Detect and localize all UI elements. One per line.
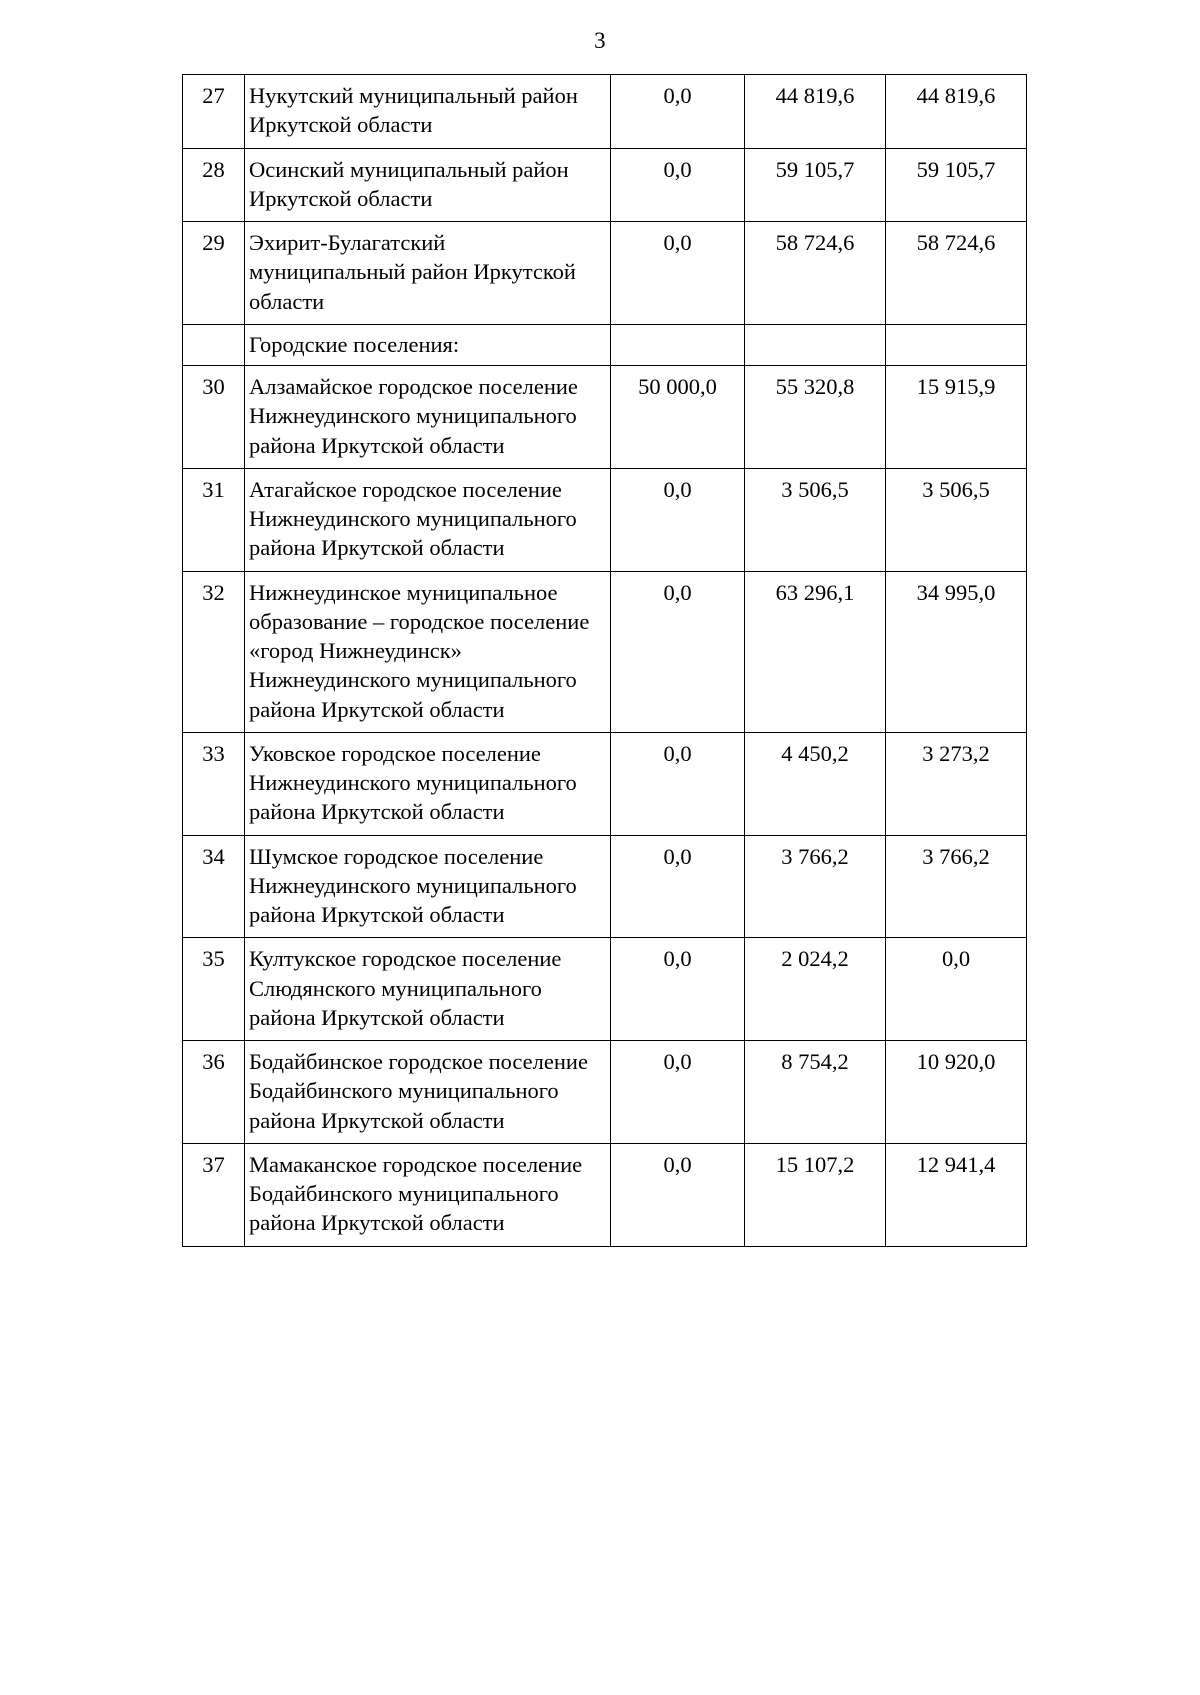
row-title: Эхирит-Булагатский муниципальный район Иркутской области	[245, 222, 611, 325]
row-number: 27	[183, 75, 245, 149]
row-value-2: 8 754,2	[745, 1041, 886, 1144]
row-number: 37	[183, 1143, 245, 1246]
table-row	[183, 1143, 1027, 1246]
table-row	[183, 148, 1027, 222]
row-title: Осинский муниципальный район Иркутской области	[245, 148, 611, 222]
row-title: Атагайское городское поселение Нижнеудинского муниципального района Иркутской области	[245, 468, 611, 571]
row-value-2: 4 450,2	[745, 732, 886, 835]
table-row	[183, 835, 1027, 938]
row-value-3: 12 941,4	[886, 1143, 1027, 1246]
row-value-2: 3 506,5	[745, 468, 886, 571]
page-number: 3	[594, 28, 606, 53]
table-row	[183, 468, 1027, 571]
row-value-1: 0,0	[611, 75, 745, 149]
table-row	[183, 366, 1027, 469]
row-value-3: 3 506,5	[886, 468, 1027, 571]
table-row	[183, 75, 1027, 149]
budget-table	[182, 74, 1027, 1247]
row-value-1: 0,0	[611, 1041, 745, 1144]
row-value-3: 15 915,9	[886, 366, 1027, 469]
row-number: 31	[183, 468, 245, 571]
row-value-3: 34 995,0	[886, 571, 1027, 732]
row-value-2	[745, 324, 886, 365]
row-value-3: 10 920,0	[886, 1041, 1027, 1144]
row-title: Алзамайское городское поселение Нижнеудинского муниципального района Иркутской области	[245, 366, 611, 469]
row-title: Мамаканское городское поселение Бодайбинского муниципального района Иркутской области	[245, 1143, 611, 1246]
row-value-2: 3 766,2	[745, 835, 886, 938]
row-value-1: 0,0	[611, 468, 745, 571]
row-number: 35	[183, 938, 245, 1041]
row-value-3: 3 766,2	[886, 835, 1027, 938]
row-number	[183, 324, 245, 365]
row-number: 34	[183, 835, 245, 938]
row-value-1: 0,0	[611, 148, 745, 222]
table-row	[183, 1041, 1027, 1144]
row-value-2: 15 107,2	[745, 1143, 886, 1246]
table-row	[183, 222, 1027, 325]
row-value-1: 0,0	[611, 571, 745, 732]
table-row	[183, 571, 1027, 732]
row-value-3: 3 273,2	[886, 732, 1027, 835]
row-number: 36	[183, 1041, 245, 1144]
row-title: Нижнеудинское муниципальное образование – городское поселение «город Нижнеудинск» Нижнеудинского муниципального района Иркутской области	[245, 571, 611, 732]
row-title: Уковское городское поселение Нижнеудинского муниципального района Иркутской области	[245, 732, 611, 835]
row-value-2: 2 024,2	[745, 938, 886, 1041]
row-value-1: 0,0	[611, 222, 745, 325]
row-value-3	[886, 324, 1027, 365]
row-value-2: 58 724,6	[745, 222, 886, 325]
budget-table-body	[183, 75, 1027, 1247]
row-title: Култукское городское поселение Слюдянского муниципального района Иркутской области	[245, 938, 611, 1041]
table-group-row	[183, 324, 1027, 365]
row-value-2: 63 296,1	[745, 571, 886, 732]
row-value-1: 0,0	[611, 835, 745, 938]
row-number: 28	[183, 148, 245, 222]
row-value-3: 58 724,6	[886, 222, 1027, 325]
row-value-1: 0,0	[611, 938, 745, 1041]
row-value-2: 55 320,8	[745, 366, 886, 469]
row-value-3: 59 105,7	[886, 148, 1027, 222]
row-value-2: 44 819,6	[745, 75, 886, 149]
row-title: Шумское городское поселение Нижнеудинского муниципального района Иркутской области	[245, 835, 611, 938]
row-title: Нукутский муниципальный район Иркутской области	[245, 75, 611, 149]
row-number: 30	[183, 366, 245, 469]
row-title: Бодайбинское городское поселение Бодайбинского муниципального района Иркутской области	[245, 1041, 611, 1144]
row-number: 29	[183, 222, 245, 325]
budget-table-container	[182, 74, 1026, 1247]
row-value-1: 0,0	[611, 1143, 745, 1246]
row-value-1	[611, 324, 745, 365]
row-value-3: 0,0	[886, 938, 1027, 1041]
row-number: 33	[183, 732, 245, 835]
row-value-2: 59 105,7	[745, 148, 886, 222]
row-value-1: 50 000,0	[611, 366, 745, 469]
row-number: 32	[183, 571, 245, 732]
table-row	[183, 938, 1027, 1041]
table-row	[183, 732, 1027, 835]
row-value-1: 0,0	[611, 732, 745, 835]
row-title: Городские поселения:	[245, 324, 611, 365]
row-value-3: 44 819,6	[886, 75, 1027, 149]
